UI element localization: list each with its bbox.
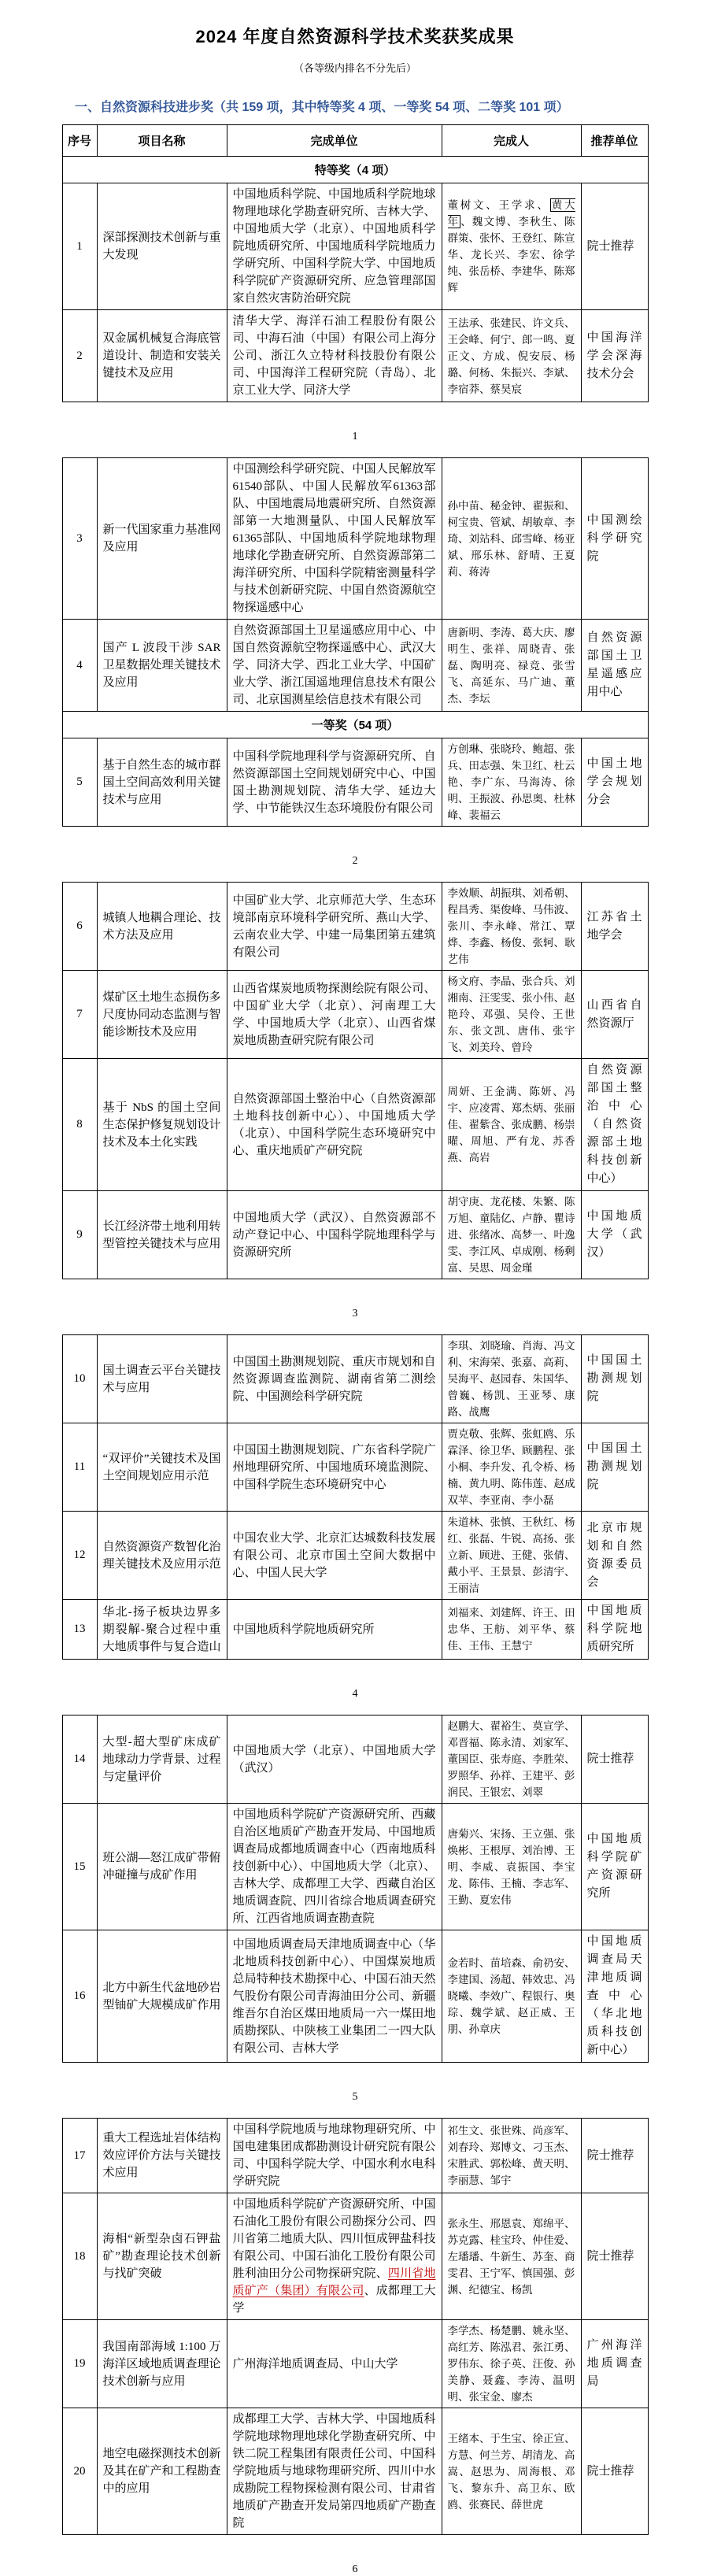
- table-row: [62, 310, 648, 402]
- row-number-cell: 9: [62, 1191, 97, 1279]
- row-number-cell: 18: [62, 2193, 97, 2320]
- pages-container: [0, 124, 710, 2576]
- row-number-cell: 17: [62, 2119, 97, 2193]
- group-header-row: [62, 157, 648, 183]
- people-cell: 周妍、王金满、陈妍、冯宇、应凌霄、郑杰炳、张丽佳、翟紫含、张成鹏、杨崇曜、周旭、严有龙、苏香燕、高岩: [442, 1059, 581, 1191]
- units-cell: 中国地质科学院矿产资源研究所、中国石油化工股份有限公司勘探分公司、四川省第二地质大队、四川恒成钾盐科技有限公司、中国石油化工股份有限公司胜利油田分公司物探研究院、四川省地质矿产（集团）有限公司、成都理工大学: [227, 2193, 442, 2320]
- project-name-cell: 大型-超大型矿床成矿地球动力学背景、过程与定量评价: [97, 1715, 227, 1804]
- units-cell: 中国地质大学（武汉）、自然资源部不动产登记中心、中国科学院地理科学与资源研究所: [227, 1191, 442, 1279]
- table-row: [62, 1804, 648, 1930]
- units-cell: 清华大学、海洋石油工程股份有限公司、中海石油（中国）有限公司上海分公司、浙江久立特材科技股份有限公司、中国海洋工程研究院（青岛）、北京工业大学、同济大学: [227, 310, 442, 402]
- group-header-row: [62, 712, 648, 738]
- table-row: [62, 1600, 648, 1660]
- units-cell: 中国矿业大学、北京师范大学、生态环境部南京环境科学研究所、燕山大学、云南农业大学、中建一局集团第五建筑有限公司: [227, 883, 442, 971]
- table-row: [62, 1423, 648, 1512]
- people-cell: 董树文、王学求、 黄大年 、魏文博、李秋生、陈群策、张怀、王登红、陈宣华、龙长兴、李宏、徐学纯、张岳桥、李建华、陈郑辉: [442, 183, 581, 310]
- table-row: [62, 1191, 648, 1279]
- recommender-cell: 中国测绘科学研究院: [581, 458, 648, 620]
- award-table-page-2: [62, 457, 649, 827]
- people-cell: 杨文府、李晶、张合兵、刘湘南、汪雯雯、张小伟、赵艳玲、邓强、吴伶、王世东、张文凯、唐伟、张宇飞、刘美玲、曾玲: [442, 971, 581, 1059]
- table-row: [62, 183, 648, 310]
- recommender-cell: 广州海洋地质调查局: [581, 2320, 648, 2408]
- table-row: [62, 2320, 648, 2408]
- project-name-cell: 深部探测技术创新与重大发现: [97, 183, 227, 310]
- page-number: 1: [352, 431, 358, 442]
- units-cell: 中国地质调查局天津地质调查中心（华北地质科技创新中心）、中国煤炭地质总局特种技术勘探中心、中国石油天然气股份有限公司青海油田分公司、新疆维吾尔自治区煤田地质局一六一煤田地质勘探队、中陕核工业集团二一四大队有限公司、吉林大学: [227, 1930, 442, 2063]
- units-cell: 中国地质科学院地质研究所: [227, 1600, 442, 1660]
- units-cell: 中国国土勘测规划院、广东省科学院广州地理研究所、中国地质环境监测院、中国科学院生态环境研究中心: [227, 1423, 442, 1512]
- table-row: [62, 2193, 648, 2320]
- units-cell: 自然资源部国土整治中心（自然资源部土地科技创新中心）、中国地质大学（北京）、中国科学院生态环境研究中心、重庆地质矿产研究院: [227, 1059, 442, 1191]
- row-number-cell: 10: [62, 1335, 97, 1423]
- project-name-cell: 海相“新型杂卤石钾盐矿”勘查理论技术创新与找矿突破: [97, 2193, 227, 2320]
- deceased-marker-box: 黄大年: [447, 199, 575, 228]
- people-cell: 祁生文、张世殊、尚彦军、刘春玲、郑博文、刁玉杰、宋胜武、郭松峰、黄天明、李丽慧、邹宇: [442, 2119, 581, 2193]
- people-cell: 李效顺、胡振琪、刘希朝、程昌秀、渠俊峰、马伟波、张川、李永峰、常江、覃烨、李鑫、杨俊、张轲、耿艺伟: [442, 883, 581, 971]
- project-name-cell: 华北-扬子板块边界多期裂解-聚合过程中重大地质事件与复合造山: [97, 1600, 227, 1660]
- project-name-cell: 长江经济带土地利用转型管控关键技术与应用: [97, 1191, 227, 1279]
- recommender-cell: 院士推荐: [581, 2193, 648, 2320]
- recommender-cell: 自然资源部国土整治中心（自然资源部土地科技创新中心）: [581, 1059, 648, 1191]
- table-row: [62, 2408, 648, 2535]
- units-cell: 中国地质大学（北京）、中国地质大学（武汉）: [227, 1715, 442, 1804]
- group-header-label: 一等奖（54 项）: [62, 712, 648, 738]
- units-cell: 中国国土勘测规划院、重庆市规划和自然资源调查监测院、湖南省第二测绘院、中国测绘科学研究院: [227, 1335, 442, 1423]
- units-cell: 中国农业大学、北京汇达城数科技发展有限公司、北京市国土空间大数据中心、中国人民大学: [227, 1512, 442, 1600]
- project-name-cell: 基于自然生态的城市群国土空间高效利用关键技术与应用: [97, 738, 227, 827]
- page-title: 2024 年度自然资源科学技术奖获奖成果: [195, 27, 515, 46]
- row-number-cell: 11: [62, 1423, 97, 1512]
- page-number: 5: [352, 2091, 358, 2103]
- recommender-cell: 中国地质科学院矿产资源研究所: [581, 1804, 648, 1930]
- table-row: [62, 1512, 648, 1600]
- people-cell: 胡守庚、龙花楼、朱繁、陈万旭、童陆亿、卢静、瞿诗进、张绪冰、高梦一、叶逸雯、李江风、卓成刚、杨剩富、吴思、周金瑾: [442, 1191, 581, 1279]
- recommender-cell: 院士推荐: [581, 1715, 648, 1804]
- table-row: [62, 883, 648, 971]
- units-cell: 中国地质科学院矿产资源研究所、西藏自治区地质矿产勘查开发局、中国地质调查局成都地质调查中心（西南地质科技创新中心）、中国地质大学（北京）、吉林大学、成都理工大学、西藏自治区地质调查院、四川省综合地质调查研究所、江西省地质调查勘查院: [227, 1804, 442, 1930]
- table-row: [62, 2119, 648, 2193]
- units-cell: 成都理工大学、吉林大学、中国地质科学院地球物理地球化学勘查研究所、中铁二院工程集团有限责任公司、中国科学院地质与地球物理研究所、四川中水成勘院工程物探检测有限公司、甘肃省地质矿产勘查开发局第四地质矿产勘查院: [227, 2408, 442, 2535]
- people-cell: 唐菊兴、宋扬、王立强、张焕彬、王根厚、刘治博、王明、李威、袁振国、李宝龙、陈伟、王楠、李志军、王勤、夏宏伟: [442, 1804, 581, 1930]
- people-cell: 唐新明、李涛、葛大庆、廖明生、张祥、周晓青、张磊、陶明亮、禄竞、张雪飞、高延东、马广迪、董杰、李坛: [442, 620, 581, 712]
- recommender-cell: 中国地质调查局天津地质调查中心（华北地质科技创新中心）: [581, 1930, 648, 2063]
- recommender-cell: 院士推荐: [581, 2408, 648, 2535]
- project-name-cell: 城镇人地耦合理论、技术方法及应用: [97, 883, 227, 971]
- award-table-page-4: [62, 1334, 649, 1660]
- table-row: [62, 1335, 648, 1423]
- award-table-page-6: [62, 2118, 649, 2535]
- recommender-cell: 中国国土勘测规划院: [581, 1335, 648, 1423]
- award-table-page-5: [62, 1715, 649, 2063]
- row-number-cell: 19: [62, 2320, 97, 2408]
- recommender-cell: 院士推荐: [581, 2119, 648, 2193]
- people-cell: 刘福来、刘建辉、许王、田忠华、王舫、刘平华、蔡佳、王伟、王慧宁: [442, 1600, 581, 1660]
- row-number-cell: 2: [62, 310, 97, 402]
- project-name-cell: 煤矿区土地生态损伤多尺度协同动态监测与智能诊断技术及应用: [97, 971, 227, 1059]
- table-row: [62, 738, 648, 827]
- page-number: 2: [352, 855, 358, 867]
- people-cell: 李琪、刘晓瑜、肖海、冯文利、宋海荣、张嘉、高莉、吴海平、赵园春、朱国华、曾巍、杨凯、王亚琴、康路、战鹰: [442, 1335, 581, 1423]
- project-name-cell: 基于 NbS 的国土空间生态保护修复规划设计技术及本土化实践: [97, 1059, 227, 1191]
- project-name-cell: 重大工程选址岩体结构效应评价方法与关键技术应用: [97, 2119, 227, 2193]
- people-cell: 朱道林、张慎、王秋红、杨红、张磊、牛锐、高扬、张立新、顾进、王健、张倩、戴小平、王景景、彭清宇、王丽洁: [442, 1512, 581, 1600]
- red-underline-annotation: 四川省地质矿产（集团）有限公司: [232, 2267, 436, 2297]
- units-cell: 中国科学院地理科学与资源研究所、自然资源部国土空间规划研究中心、中国国土勘测规划院、清华大学、延边大学、中节能铁汉生态环境股份有限公司: [227, 738, 442, 827]
- page-number: 6: [352, 2563, 358, 2575]
- recommender-cell: 中国地质科学院地质研究所: [581, 1600, 648, 1660]
- people-cell: 方创琳、张晓玲、鲍超、张兵、田志强、朱卫红、杜云艳、李广东、马海涛、徐明、王振波、孙思奥、杜林峰、裴福云: [442, 738, 581, 827]
- recommender-cell: 中国土地学会规划分会: [581, 738, 648, 827]
- people-cell: 李学杰、杨楚鹏、姚永坚、高红芳、陈泓君、张江勇、罗伟东、徐子英、汪俊、孙美静、聂鑫、李涛、温明明、张宝金、廖杰: [442, 2320, 581, 2408]
- project-name-cell: 北方中新生代盆地砂岩型铀矿大规模成矿作用: [97, 1930, 227, 2063]
- project-name-cell: 我国南部海域 1:100 万海洋区域地质调查理论技术创新与应用: [97, 2320, 227, 2408]
- project-name-cell: 班公湖—怒江成矿带俯冲碰撞与成矿作用: [97, 1804, 227, 1930]
- recommender-cell: 自然资源部国土卫星遥感应用中心: [581, 620, 648, 712]
- project-name-cell: 自然资源资产数智化治理关键技术及应用示范: [97, 1512, 227, 1600]
- column-header: 序号: [62, 125, 97, 157]
- page-number: 4: [352, 1688, 358, 1700]
- project-name-cell: 新一代国家重力基准网及应用: [97, 458, 227, 620]
- row-number-cell: 5: [62, 738, 97, 827]
- column-header: 完成人: [442, 125, 581, 157]
- recommender-cell: 江苏省土地学会: [581, 883, 648, 971]
- row-number-cell: 20: [62, 2408, 97, 2535]
- recommender-cell: 北京市规划和自然资源委员会: [581, 1512, 648, 1600]
- row-number-cell: 14: [62, 1715, 97, 1804]
- units-cell: 自然资源部国土卫星遥感应用中心、中国自然资源航空物探遥感中心、武汉大学、同济大学、西北工业大学、中国矿业大学、浙江国遥地理信息技术有限公司、北京国测星绘信息技术有限公司: [227, 620, 442, 712]
- row-number-cell: 12: [62, 1512, 97, 1600]
- people-cell: 王绪本、于生宝、徐正宣、方慧、何兰芳、胡清龙、高嵩、赵思为、周海根、邓飞、黎东升、高卫东、欧鸥、张赛民、薛世虎: [442, 2408, 581, 2535]
- people-cell: 贾克敬、张辉、张虹鸥、乐霖泽、徐卫华、顾鹏程、张小桐、李升发、孔令桥、杨楠、黄九明、陈伟莲、赵成双苹、李亚南、李小磊: [442, 1423, 581, 1512]
- row-number-cell: 1: [62, 183, 97, 310]
- people-cell: 孙中苗、秘金钟、翟振和、柯宝贵、管斌、胡敏章、李琦、刘站科、邱雪峰、杨亚斌、邢乐林、舒晴、王夏莉、蒋涛: [442, 458, 581, 620]
- project-name-cell: 国产 L 波段干涉 SAR 卫星数据处理关键技术及应用: [97, 620, 227, 712]
- people-cell: 金若时、苗培森、俞礽安、李建国、汤超、韩效忠、冯晓曦、李效广、程银行、奥琮、魏学斌、赵正威、王朋、孙章庆: [442, 1930, 581, 2063]
- row-number-cell: 16: [62, 1930, 97, 2063]
- award-table-page-3: [62, 882, 649, 1279]
- people-cell: 张永生、邢恩袁、郑绵平、苏克露、桂宝玲、仲佳爱、左璠璠、牛新生、苏奎、商雯君、王宁军、慎国强、彭渊、纪德宝、杨凯: [442, 2193, 581, 2320]
- project-name-cell: 双金属机械复合海底管道设计、制造和安装关键技术及应用: [97, 310, 227, 402]
- column-header: 完成单位: [227, 125, 442, 157]
- people-cell: 赵鹏大、翟裕生、莫宣学、邓晋福、陈永清、刘家军、董国臣、张寿庭、李胜荣、罗照华、孙祥、王建平、彭润民、王银宏、刘翠: [442, 1715, 581, 1804]
- units-cell: 中国科学院地质与地球物理研究所、中国电建集团成都勘测设计研究院有限公司、中国科学院大学、中国水利水电科学研究院: [227, 2119, 442, 2193]
- table-row: [62, 971, 648, 1059]
- doc-subtitle: （各等级内排名不分先后）: [293, 62, 416, 74]
- table-row: [62, 1930, 648, 2063]
- group-header-label: 特等奖（4 项）: [62, 157, 648, 183]
- award-table-page-1: [62, 124, 649, 402]
- row-number-cell: 7: [62, 971, 97, 1059]
- project-name-cell: 地空电磁探测技术创新及其在矿产和工程勘查中的应用: [97, 2408, 227, 2535]
- column-header: 推荐单位: [581, 125, 648, 157]
- page-number: 3: [352, 1308, 358, 1319]
- project-name-cell: “双评价”关键技术及国土空间规划应用示范: [97, 1423, 227, 1512]
- units-cell: 山西省煤炭地质物探测绘院有限公司、中国矿业大学（北京）、河南理工大学、中国地质大学（北京）、山西省煤炭地质勘查研究院有限公司: [227, 971, 442, 1059]
- project-name-cell: 国土调查云平台关键技术与应用: [97, 1335, 227, 1423]
- recommender-cell: 中国海洋学会深海技术分会: [581, 310, 648, 402]
- column-header: 项目名称: [97, 125, 227, 157]
- recommender-cell: 中国地质大学（武汉）: [581, 1191, 648, 1279]
- row-number-cell: 6: [62, 883, 97, 971]
- units-cell: 中国地质科学院、中国地质科学院地球物理地球化学勘查研究所、吉林大学、中国地质大学（北京）、中国地质科学院地质研究所、中国地质科学院地质力学研究所、中国科学院大学、中国地质科学院矿产资源研究所、应急管理部国家自然灾害防治研究院: [227, 183, 442, 310]
- table-header-row: [62, 125, 648, 157]
- people-cell: 王法承、张建民、许文兵、王会峰、何宁、郎一鸣、夏正文、方成、倪安辰、杨璐、何杨、朱振兴、李斌、李宿莽、蔡昊宸: [442, 310, 581, 402]
- row-number-cell: 4: [62, 620, 97, 712]
- row-number-cell: 8: [62, 1059, 97, 1191]
- units-cell: 广州海洋地质调查局、中山大学: [227, 2320, 442, 2408]
- row-number-cell: 13: [62, 1600, 97, 1660]
- table-row: [62, 620, 648, 712]
- recommender-cell: 中国国土勘测规划院: [581, 1423, 648, 1512]
- section-heading: 一、自然资源科技进步奖（共 159 项，其中特等奖 4 项、一等奖 54 项、二等奖 101 项）: [75, 101, 569, 114]
- table-row: [62, 458, 648, 620]
- table-row: [62, 1715, 648, 1804]
- recommender-cell: 院士推荐: [581, 183, 648, 310]
- row-number-cell: 3: [62, 458, 97, 620]
- recommender-cell: 山西省自然资源厅: [581, 971, 648, 1059]
- row-number-cell: 15: [62, 1804, 97, 1930]
- units-cell: 中国测绘科学研究院、中国人民解放军61540部队、中国人民解放军61363部队、中国地震局地震研究所、自然资源部第一大地测量队、中国人民解放军61365部队、中国地质科学院地球物理地球化学勘查研究所、自然资源部第二海洋研究所、中国科学院精密测量科学与技术创新研究院、中国自然资源航空物探遥感中心: [227, 458, 442, 620]
- table-row: [62, 1059, 648, 1191]
